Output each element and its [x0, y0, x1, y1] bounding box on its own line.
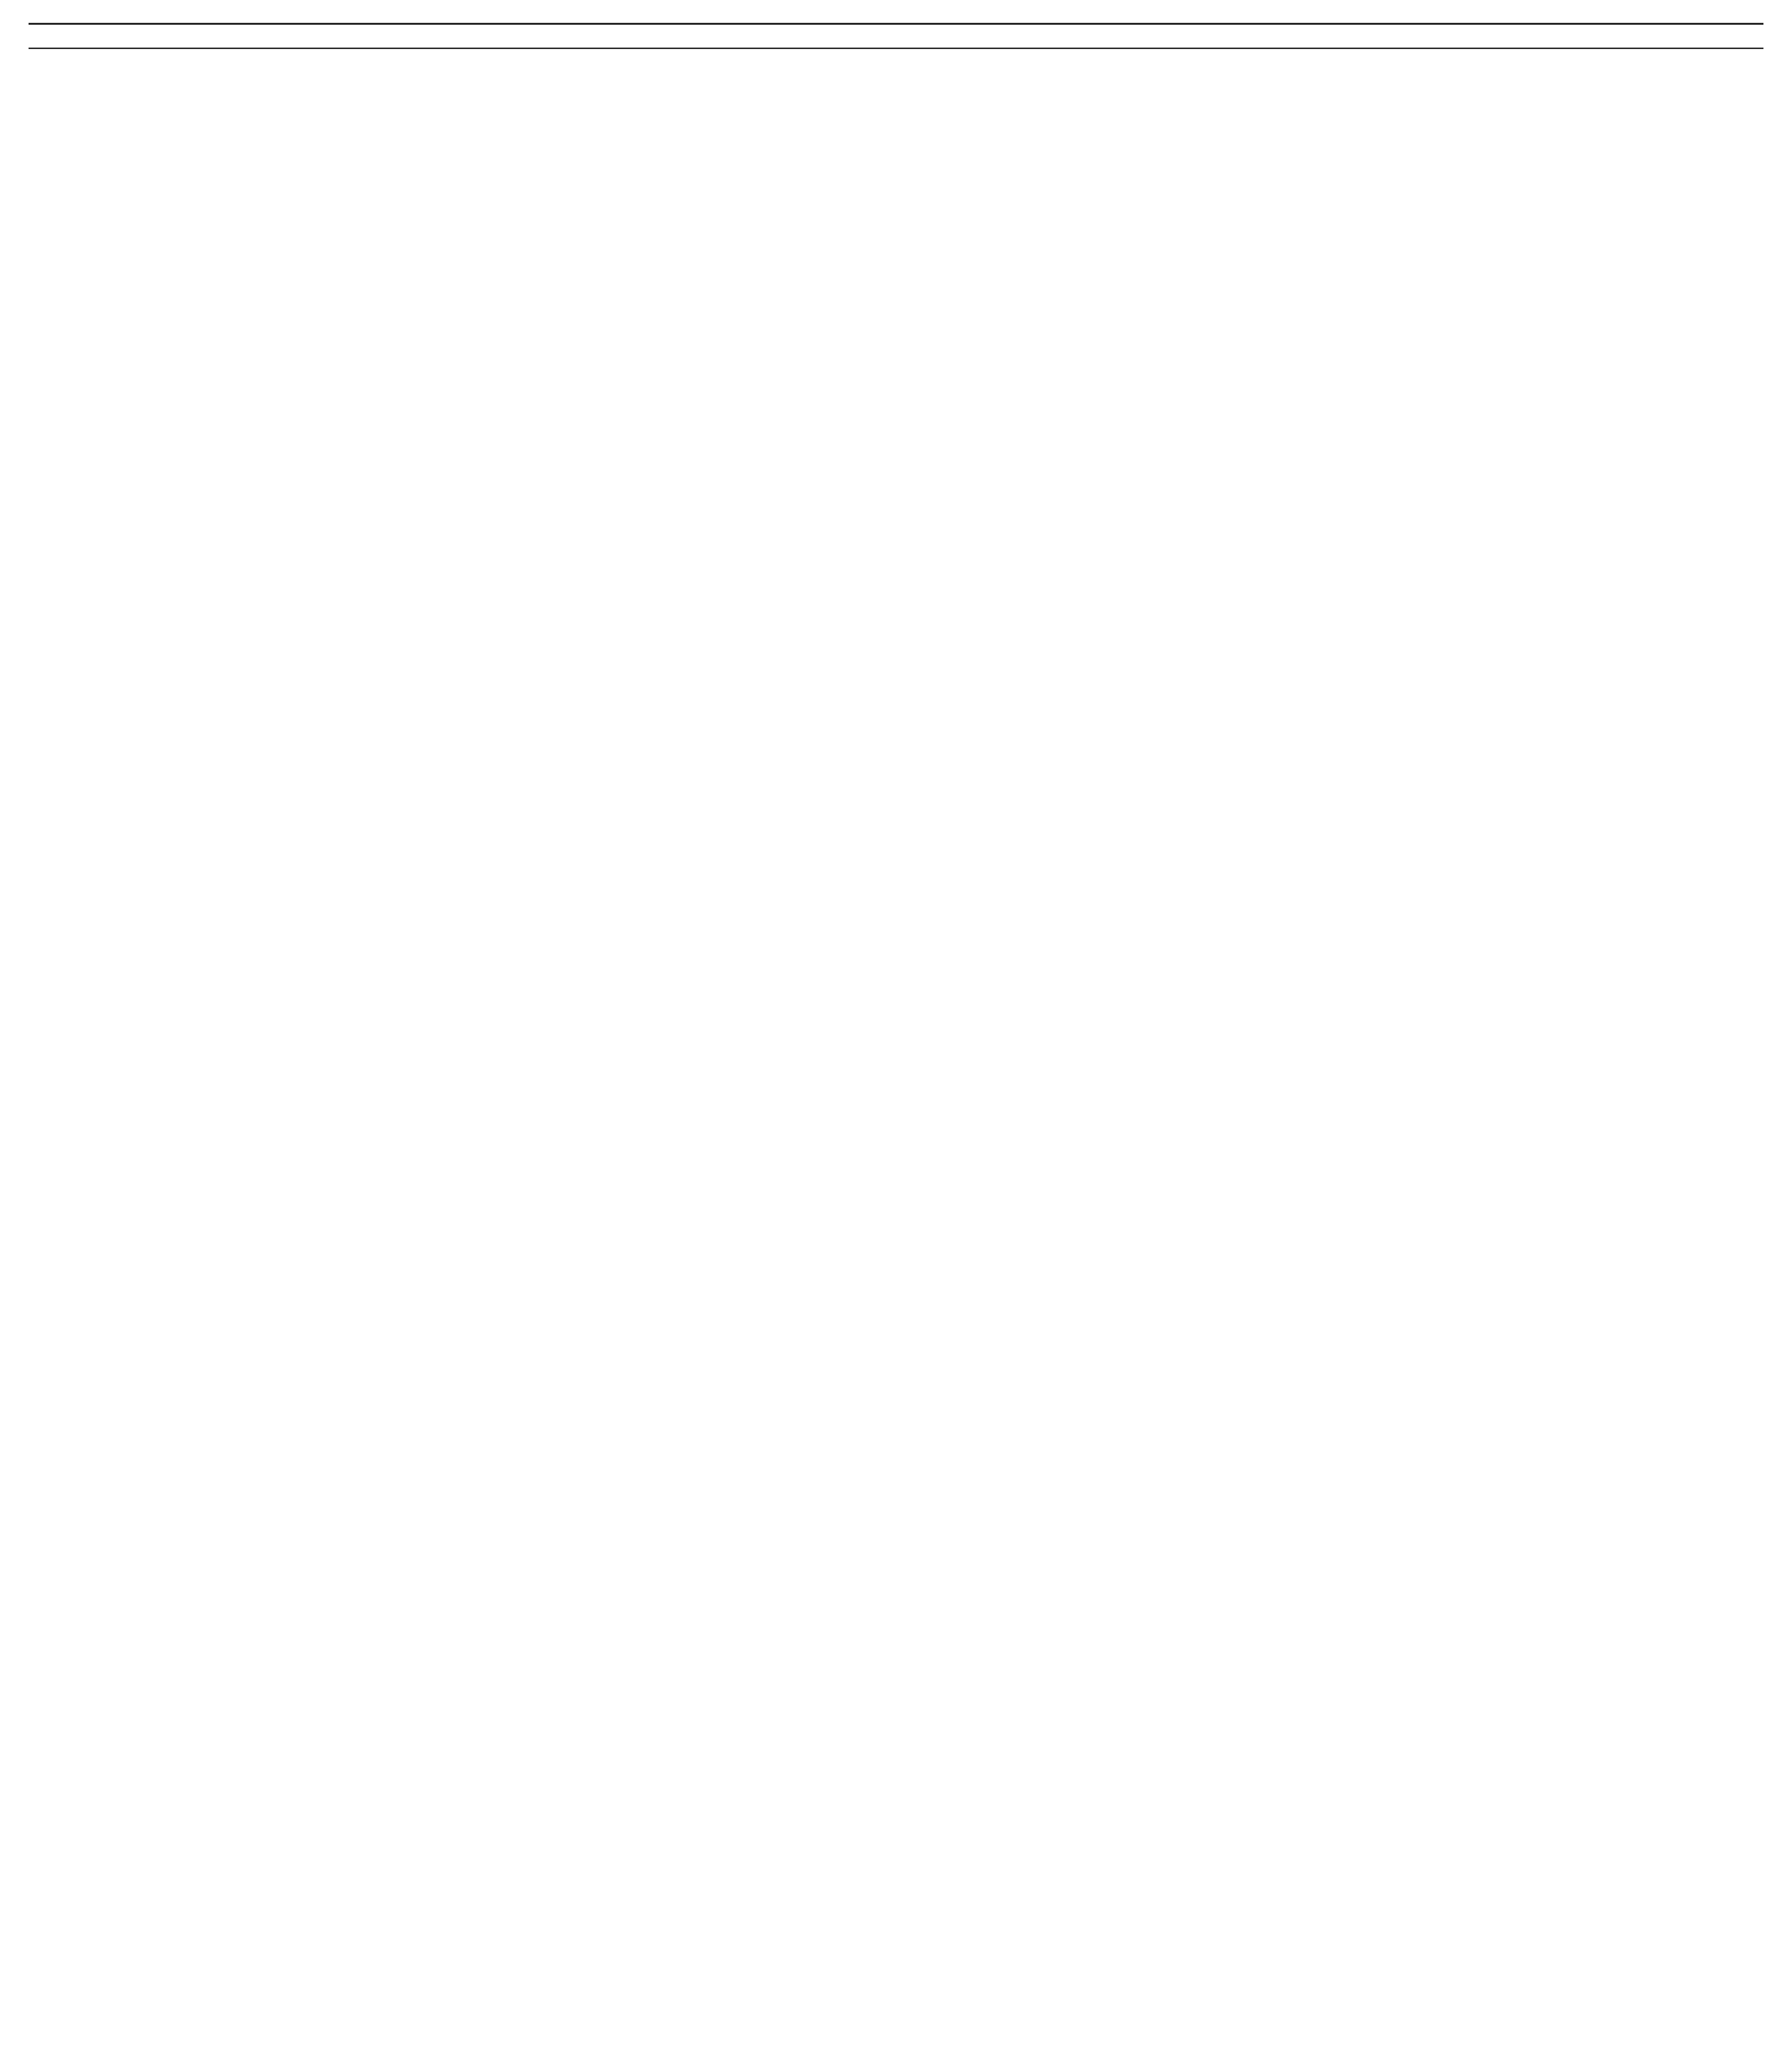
- figure-page: [0, 0, 1792, 49]
- header-rule: [29, 48, 1763, 49]
- page-title: [29, 0, 1763, 23]
- column-header-cardio: [29, 25, 607, 48]
- column-header-bach: [1185, 25, 1763, 48]
- column-headers: [29, 25, 1763, 48]
- column-header-mnist: [607, 25, 1185, 48]
